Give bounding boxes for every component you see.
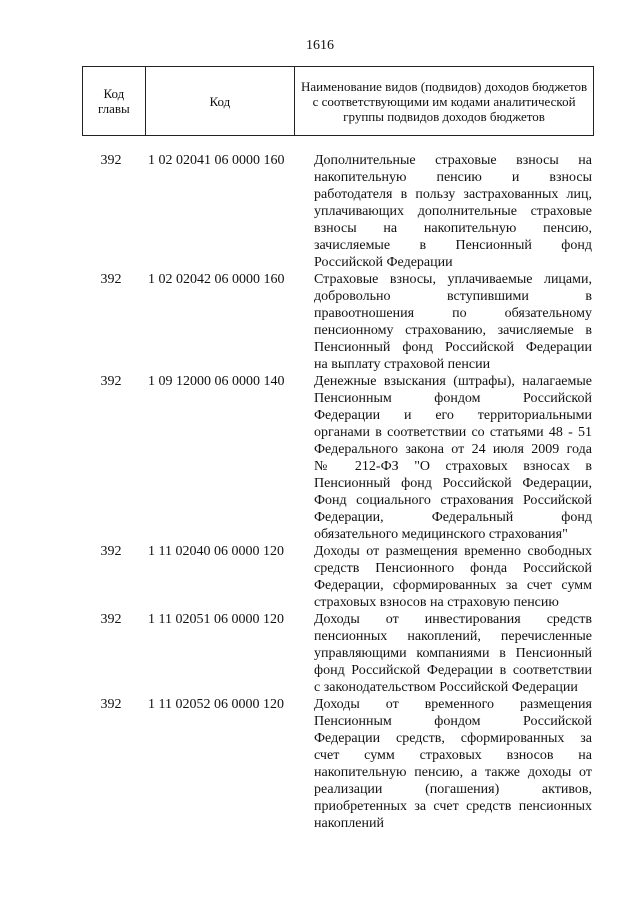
income-code-cell: 1 11 02052 06 0000 120 <box>148 697 284 712</box>
income-name-cell <box>314 696 592 832</box>
income-name-line: реализации (погашения) активов, <box>314 782 592 797</box>
chapter-code-cell: 392 <box>100 697 122 712</box>
income-name-line: Дополнительные страховые взносы на <box>314 153 592 168</box>
header-chapter-code: Код главы <box>83 67 146 136</box>
table-header <box>82 66 594 136</box>
income-name-line: на выплату страховой пенсии <box>314 357 491 372</box>
table-body <box>82 152 594 832</box>
income-name-line: Пенсионный фонд Российской Федерации <box>314 340 592 355</box>
income-name-line: Федерации, сформированных за счет сумм <box>314 578 592 593</box>
income-name-line: Страховые взносы, уплачиваемые лицами, <box>314 272 592 287</box>
income-name-line: взносы на накопительную пенсию, <box>314 221 592 236</box>
chapter-code-cell: 392 <box>100 272 122 287</box>
income-name-line: обязательного медицинского страхования" <box>314 527 568 542</box>
income-name-line: пенсионных накоплений, перечисленные <box>314 629 592 644</box>
income-name-line: управляющими компаниями в Пенсионный <box>314 646 592 661</box>
income-name-line: Пенсионным фондом Российской <box>314 391 592 406</box>
chapter-code-cell: 392 <box>100 544 122 559</box>
income-code-cell: 1 09 12000 06 0000 140 <box>148 374 285 389</box>
table-row <box>82 543 594 611</box>
table-row <box>82 373 594 543</box>
income-name-line: с законодательством Российской Федерации <box>314 680 578 695</box>
chapter-code-cell: 392 <box>100 153 122 168</box>
income-name-line: Федерации средств, сформированных за <box>314 731 592 746</box>
income-name-line: № 212-ФЗ "О страховых взносах в <box>314 459 592 474</box>
table-row <box>82 611 594 696</box>
table-row <box>82 271 594 373</box>
income-name-line: Федерации, Федеральный фонд <box>314 510 592 525</box>
header-code: Код <box>145 67 294 136</box>
income-name-line: Российской Федерации <box>314 255 453 270</box>
income-name-cell <box>314 152 592 271</box>
table-row <box>82 152 594 271</box>
income-code-cell: 1 11 02051 06 0000 120 <box>148 612 284 627</box>
income-name-line: Доходы от инвестирования средств <box>314 612 592 627</box>
chapter-code-cell: 392 <box>100 612 122 627</box>
income-name-cell <box>314 611 592 696</box>
income-name-line: Фонд социального страхования Российской <box>314 493 592 508</box>
income-name-cell <box>314 373 592 543</box>
income-code-cell: 1 02 02042 06 0000 160 <box>148 272 285 287</box>
income-name-line: счет сумм страховых взносов на <box>314 748 592 763</box>
income-name-line: накоплений <box>314 816 384 831</box>
table-row <box>82 696 594 832</box>
chapter-code-cell: 392 <box>100 374 122 389</box>
income-name-line: Доходы от размещения временно свободных <box>314 544 592 559</box>
header-income-name: Наименование видов (подвидов) доходов бюджетов с соответствующими им кодами аналитической группы подвидов доходов бюджетов <box>295 67 594 136</box>
income-code-cell: 1 02 02041 06 0000 160 <box>148 153 285 168</box>
income-name-line: пенсионному страхованию, зачисляемые в <box>314 323 592 338</box>
income-code-cell: 1 11 02040 06 0000 120 <box>148 544 284 559</box>
income-name-line: Федерации и его территориальными <box>314 408 592 423</box>
income-name-line: работодателя в пользу застрахованных лиц, <box>314 187 592 202</box>
income-name-line: страховых взносов на страховую пенсию <box>314 595 559 610</box>
income-name-line: Пенсионный фонд Российской Федерации, <box>314 476 592 491</box>
income-name-line: органами в соответствии со статьями 48 - 51 <box>314 425 592 440</box>
income-name-line: накопительную пенсию, а также доходы от <box>314 765 592 780</box>
income-name-line: приобретенных за счет средств пенсионных <box>314 799 592 814</box>
income-name-line: накопительную пенсию и взносы <box>314 170 592 185</box>
income-name-line: фонд Российской Федерации в соответствии <box>314 663 592 678</box>
page-number: 1616 <box>306 38 334 53</box>
income-name-line: правоотношения по обязательному <box>314 306 592 321</box>
income-name-cell <box>314 271 592 373</box>
income-name-line: зачисляемые в Пенсионный фонд <box>314 238 592 253</box>
income-name-line: Денежные взыскания (штрафы), налагаемые <box>314 374 592 389</box>
income-name-line: уплачивающих дополнительные страховые <box>314 204 592 219</box>
income-name-line: добровольно вступившими в <box>314 289 592 304</box>
income-name-cell <box>314 543 592 611</box>
income-name-line: средств Пенсионного фонда Российской <box>314 561 592 576</box>
income-name-line: Доходы от временного размещения <box>314 697 592 712</box>
income-name-line: Федерального закона от 24 июля 2009 года <box>314 442 592 457</box>
income-name-line: Пенсионным фондом Российской <box>314 714 592 729</box>
